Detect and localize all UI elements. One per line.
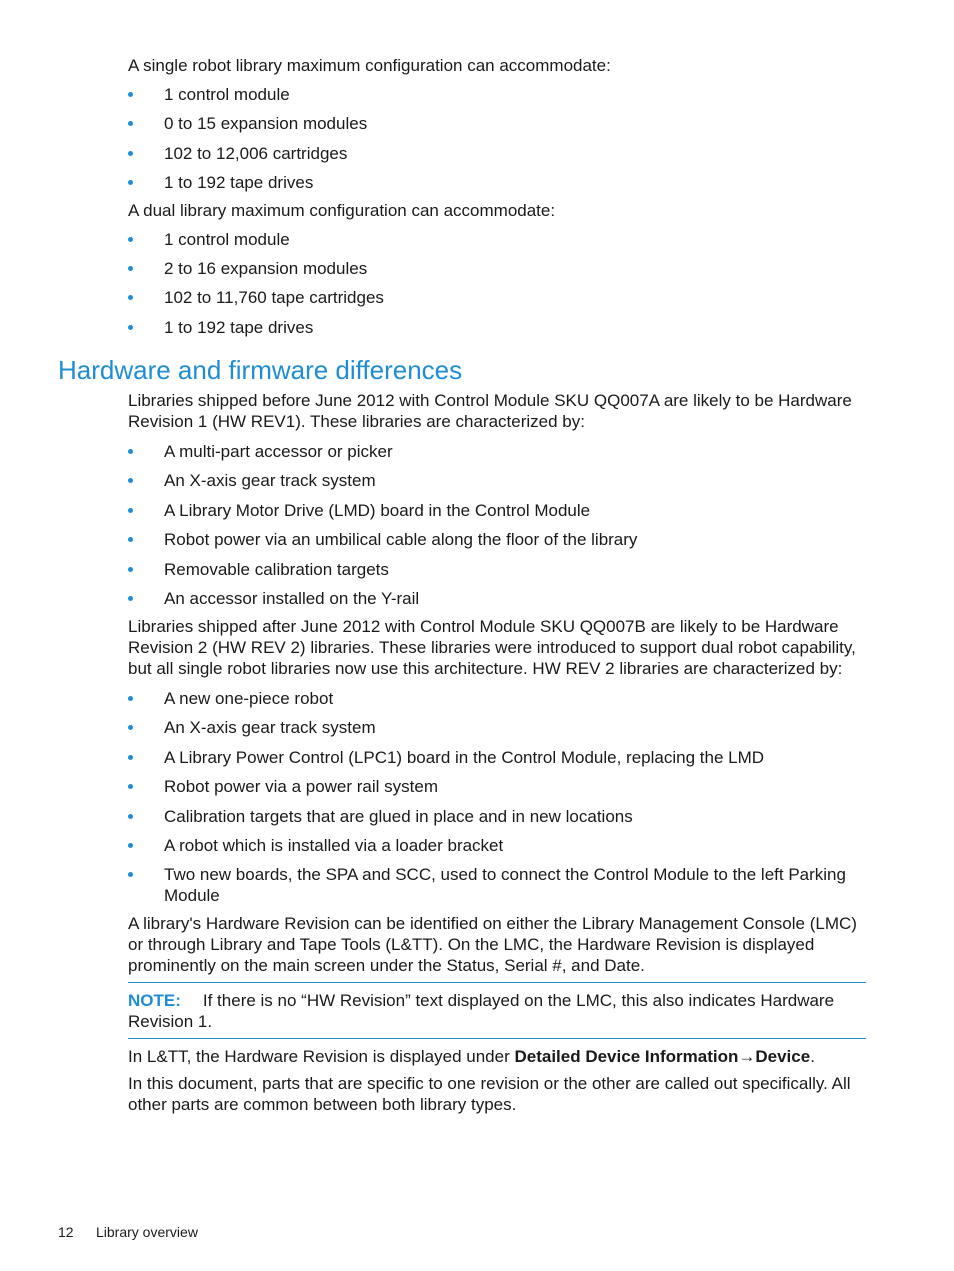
bullet-icon [128,537,133,542]
bullet-icon [128,151,133,156]
closing-paragraph: In this document, parts that are specific to one revision or the other are called out specifically. All other parts are common between both library types. [128,1074,851,1114]
bullet-icon [128,596,133,601]
bullet-icon [128,478,133,483]
bullet-icon [128,872,133,877]
document-page: A single robot library maximum configuration can accommodate: 1 control module 0 to 15 expansion modules 102 to 12,006 cartridges 1 to 192 tape drives A dual library maximum configuration can accommodate: 1 control module 2 to 16 expansion modules 102 to 11,760 tape cartridges 1 to 192 tape drives Hardware and firmware differences Libraries shipped before June 2012 with Control Module SKU QQ007A are likely to be Hardware Revision 1 (HW REV1). These libraries are characterized by: A multi-part accessor or picker An X-axis gear track system A Library Motor Drive (LMD) board in the Control Module Robot power via an umbilical cable along the floor of the library Removable calibration targets An accessor installed on the Y-rail Libraries shipped after June 2012 with Control Module SKU QQ007B are likely to be Hardware Revision 2 (HW REV 2) libraries. These libraries were introduced to support dual robot capability, but all single robot libraries now use this architecture. HW REV 2 libraries are characterized by: A new one-piece robot An X-axis gear track system A Library Power Control (LPC1) board in the Control Module, replacing the LMD Robot power via a power rail system Calibration targets that are glued in place and in new locations A robot which is installed via a loader bracket Two new boards, the SPA and SCC, used to connect the Control Module to the left Parking Module A library's Hardware Revision can be identified on either the Library Management Console (LMC) or through Library and Tape Tools (L&TT). On the LMC, the Hardware Revision is displayed prominently on the main screen under the Status, Serial #, and Date. NOTE: If there is no “HW Revision” text displayed on the LMC, this also indicates Hardware Revision 1. In L&TT, the Hardware Revision is displayed under Detailed Device Information→Device. In this document, parts that are specific to one revision or the other are called out specifically. All other parts are common between both library types. 12 Library overview [0,0,954,1271]
arrow-icon: → [738,1047,756,1066]
note-box [128,990,870,1032]
ui-path-detailed-device-information: Detailed Device Information [514,1047,739,1066]
rev1-intro: Libraries shipped before June 2012 with Control Module SKU QQ007A are likely to be Hardware Revision 1 (HW REV1). These libraries are characterized by: [128,391,852,431]
ui-path-device: Device [755,1047,811,1066]
single-intro: A single robot library maximum configuration can accommodate: [128,56,611,75]
bullet-icon [128,755,133,760]
page-number: 12 [58,1224,74,1240]
bullet-icon [128,508,133,513]
dual-intro: A dual library maximum configuration can accommodate: [128,201,556,220]
note-text: If there is no “HW Revision” text displayed on the LMC, this also indicates Hardware Revision 1. [128,991,835,1031]
identify-paragraph: A library's Hardware Revision can be identified on either the Library Management Console (LMC) or through Library and Tape Tools (L&TT). On the LMC, the Hardware Revision is displayed prominently on the main screen under the Status, Serial #, and Date. [128,914,857,975]
bullet-icon [128,121,133,126]
note-top-rule [128,982,866,983]
note-bottom-rule [128,1038,866,1039]
bullet-icon [128,567,133,572]
bullet-icon [128,266,133,271]
bullet-icon [128,696,133,701]
bullet-icon [128,814,133,819]
rev2-intro: Libraries shipped after June 2012 with Control Module SKU QQ007B are likely to be Hardware Revision 2 (HW REV 2) libraries. These libraries were introduced to support dual robot capability, but all single robot libraries now use this architecture. HW REV 2 libraries are characterized by: [128,617,856,678]
footer-section-name: Library overview [96,1224,198,1240]
bullet-icon [128,237,133,242]
ltt-paragraph: In L&TT, the Hardware Revision is displayed under Detailed Device Information→Device. [128,1047,815,1066]
bullet-icon [128,325,133,330]
note-label: NOTE: [128,991,181,1010]
bullet-icon [128,843,133,848]
bullet-icon [128,784,133,789]
bullet-icon [128,449,133,454]
section-heading: Hardware and firmware differences [58,355,463,385]
bullet-icon [128,295,133,300]
bullet-icon [128,180,133,185]
bullet-icon [128,725,133,730]
bullet-icon [128,92,133,97]
